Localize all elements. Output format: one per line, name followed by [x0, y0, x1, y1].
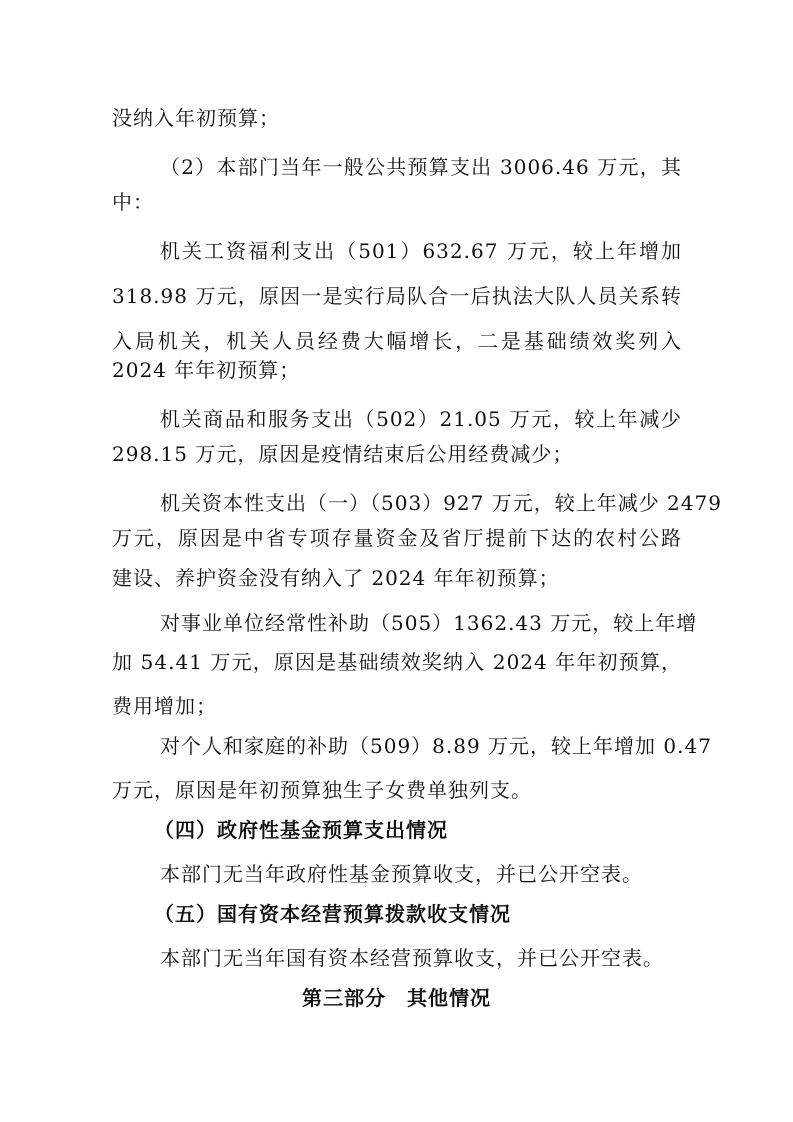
text-line: 建设、养护资金没有纳入了 2024 年年初预算；: [112, 566, 560, 590]
text-line: 入局机关，机关人员经费大幅增长，二是基础绩效奖列入: [112, 329, 682, 353]
text-line: 2024 年年初预算；: [112, 358, 301, 382]
text-line: 万元，原因是中省专项存量资金及省厅提前下达的农村公路: [112, 526, 682, 550]
text-line: 机关商品和服务支出（502）21.05 万元，较上年减少: [160, 407, 682, 431]
text-line: 本部门无当年国有资本经营预算收支，并已公开空表。: [160, 946, 664, 970]
text-line: 对个人和家庭的补助（509）8.89 万元，较上年增加 0.47: [160, 734, 712, 758]
text-line: 没纳入年初预算；: [112, 106, 280, 130]
text-line: 加 54.41 万元，原因是基础绩效奖纳入 2024 年年初预算，: [112, 650, 682, 674]
text-line: 机关工资福利支出（501）632.67 万元，较上年增加: [160, 239, 682, 263]
text-line: 机关资本性支出（一）（503）927 万元，较上年减少 2479: [160, 491, 722, 515]
text-line: （2）本部门当年一般公共预算支出 3006.46 万元，其: [160, 155, 682, 179]
section-heading: （四）政府性基金预算支出情况: [154, 818, 448, 842]
text-line: 298.15 万元，原因是疫情结束后公用经费减少；: [112, 442, 574, 466]
text-line: 万元，原因是年初预算独生子女费单独列支。: [112, 778, 532, 802]
text-line: 本部门无当年政府性基金预算收支，并已公开空表。: [160, 862, 643, 886]
text-line: 对事业单位经常性补助（505）1362.43 万元，较上年增: [160, 611, 698, 635]
part-title: 第三部分 其他情况: [302, 986, 491, 1010]
text-line: 中：: [112, 190, 154, 214]
text-line: 费用增加；: [112, 694, 217, 718]
section-heading: （五）国有资本经营预算拨款收支情况: [154, 902, 511, 926]
text-line: 318.98 万元，原因一是实行局队合一后执法大队人员关系转: [112, 284, 682, 308]
